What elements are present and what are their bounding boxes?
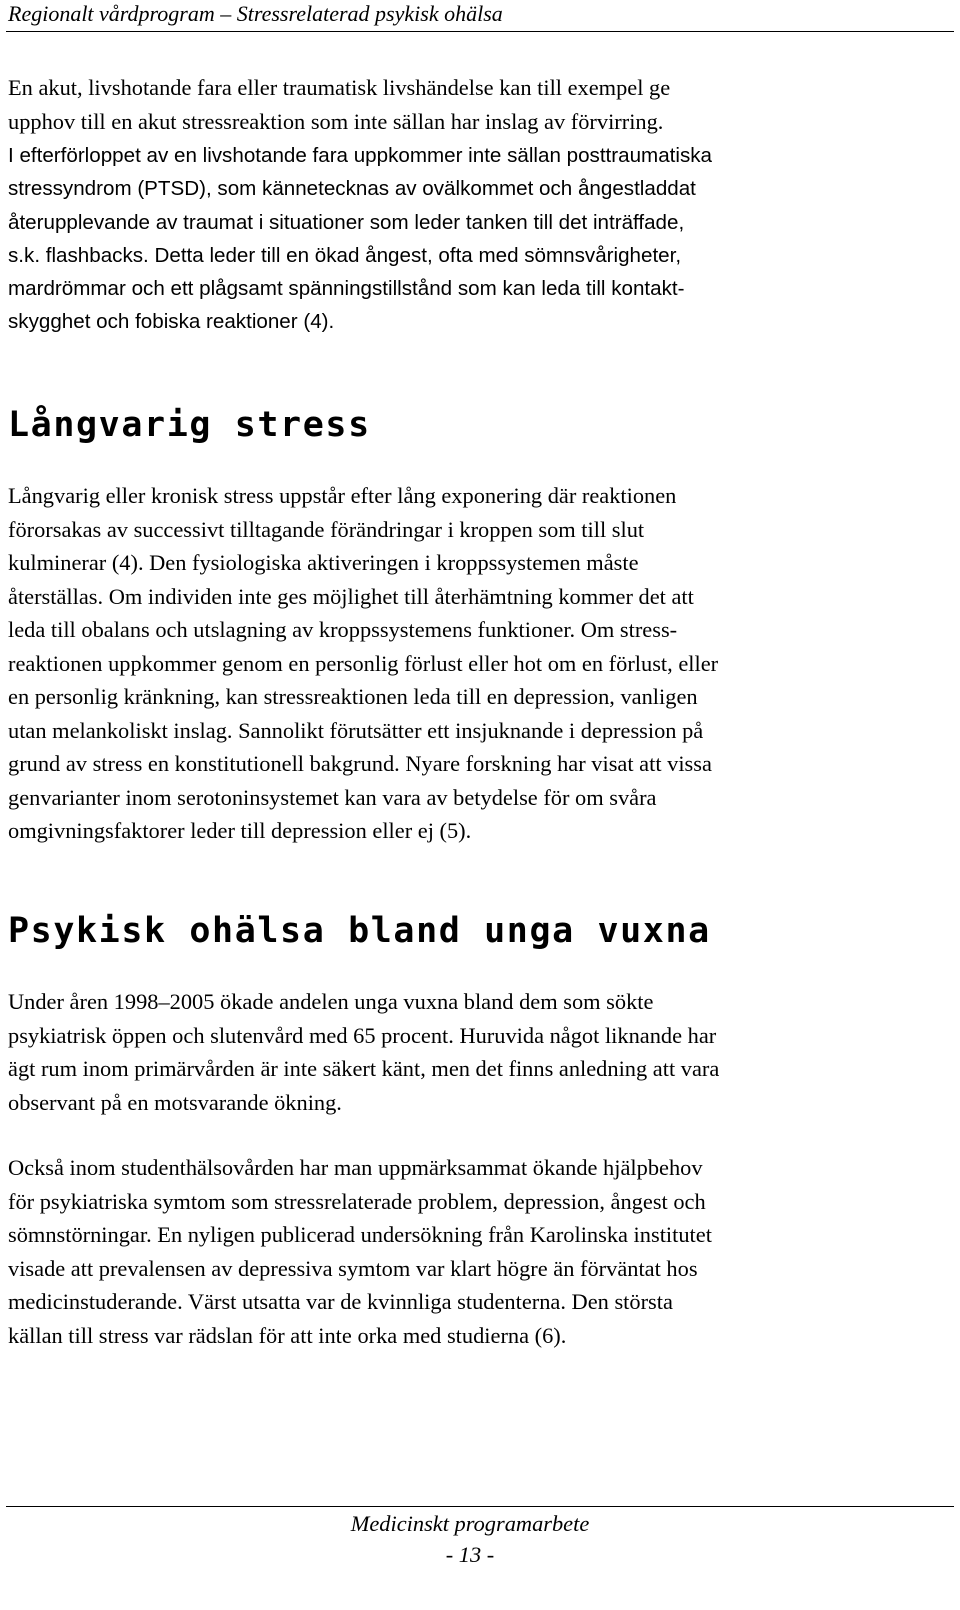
text-line: mardrömmar och ett plågsamt spänningstillstånd som kan leda till kontakt- — [8, 277, 685, 301]
header-divider — [6, 31, 954, 32]
text-line: En akut, livshotande fara eller traumatisk livshändelse kan till exempel ge — [8, 75, 671, 100]
text-line: upphov till en akut stressreaktion som inte sällan har inslag av förvirring. — [8, 108, 664, 134]
text-line: reaktionen uppkommer genom en personlig förlust eller hot om en förlust, eller — [8, 650, 719, 676]
text-line: medicinstuderande. Värst utsatta var de kvinnliga studenterna. Den största — [8, 1289, 673, 1314]
text-line: genvarianter inom serotoninsystemet kan vara av betydelse för om svåra — [8, 784, 657, 810]
text-line: källan till stress var rädslan för att inte orka med studierna (6). — [8, 1322, 567, 1348]
text-line: sömnstörningar. En nyligen publicerad undersökning från Karolinska institutet — [8, 1222, 712, 1247]
text-line: grund av stress en konstitutionell bakgrund. Nyare forskning har visat att vissa — [8, 751, 712, 776]
section-heading-young-adults: Psykisk ohälsa bland unga vuxna — [8, 911, 711, 951]
long-stress-paragraph — [8, 479, 950, 848]
text-line: I efterförloppet av en livshotande fara uppkommer inte sällan posttraumatiska — [8, 144, 712, 167]
section-heading-long-stress: Långvarig stress — [8, 405, 371, 445]
text-line: leda till obalans och utslagning av kroppssystemens funktioner. Om stress- — [8, 617, 678, 642]
text-line: förorsakas av successivt tilltagande förändringar i kroppen som till slut — [8, 516, 645, 542]
text-line: Under åren 1998–2005 ökade andelen unga vuxna bland dem som sökte — [8, 989, 654, 1014]
intro-paragraph-serif — [8, 71, 950, 138]
young-adults-paragraph-2 — [8, 1151, 950, 1352]
text-line: s.k. flashbacks. Detta leder till en ökad ångest, ofta med sömnsvårigheter, — [8, 243, 682, 267]
text-line: återupplevande av traumat i situationer som leder tanken till det inträffade, — [8, 210, 685, 234]
footer-divider — [6, 1506, 954, 1507]
text-line: stressyndrom (PTSD), som kännetecknas av ovälkommet och ångestladdat — [8, 177, 696, 201]
text-line: ägt rum inom primärvården är inte säkert känt, men det finns anledning att vara — [8, 1056, 720, 1081]
text-line: Långvarig eller kronisk stress uppstår efter lång exponering där reaktionen — [8, 483, 677, 508]
text-line: skygghet och fobiska reaktioner (4). — [8, 310, 335, 334]
text-line: återställas. Om individen inte ges möjlighet till återhämtning kommer det att — [8, 583, 694, 609]
young-adults-paragraph-1 — [8, 985, 950, 1119]
text-line: observant på en motsvarande ökning. — [8, 1089, 342, 1115]
footer-label: Medicinskt programarbete — [350, 1511, 590, 1536]
text-line: psykiatrisk öppen och slutenvård med 65 procent. Huruvida något liknande har — [8, 1022, 717, 1048]
text-line: utan melankoliskt inslag. Sannolikt förutsätter ett insjuknande i depression på — [8, 717, 704, 743]
text-line: Också inom studenthälsovården har man uppmärksammat ökande hjälpbehov — [8, 1155, 703, 1180]
text-line: en personlig kränkning, kan stressreaktionen leda till en depression, vanligen — [8, 684, 698, 709]
text-line: kulminerar (4). Den fysiologiska aktiveringen i kroppssystemen måste — [8, 550, 639, 575]
text-line: visade att prevalensen av depressiva symtom var klart högre än förväntat hos — [8, 1255, 698, 1281]
text-line: för psykiatriska symtom som stressrelaterade problem, depression, ångest och — [8, 1188, 706, 1214]
page-number: - 13 - — [445, 1542, 495, 1567]
text-line: omgivningsfaktorer leder till depression eller ej (5). — [8, 818, 472, 843]
intro-paragraph-sans — [8, 139, 950, 339]
running-header: Regionalt vårdprogram – Stressrelaterad psykisk ohälsa — [8, 1, 503, 26]
